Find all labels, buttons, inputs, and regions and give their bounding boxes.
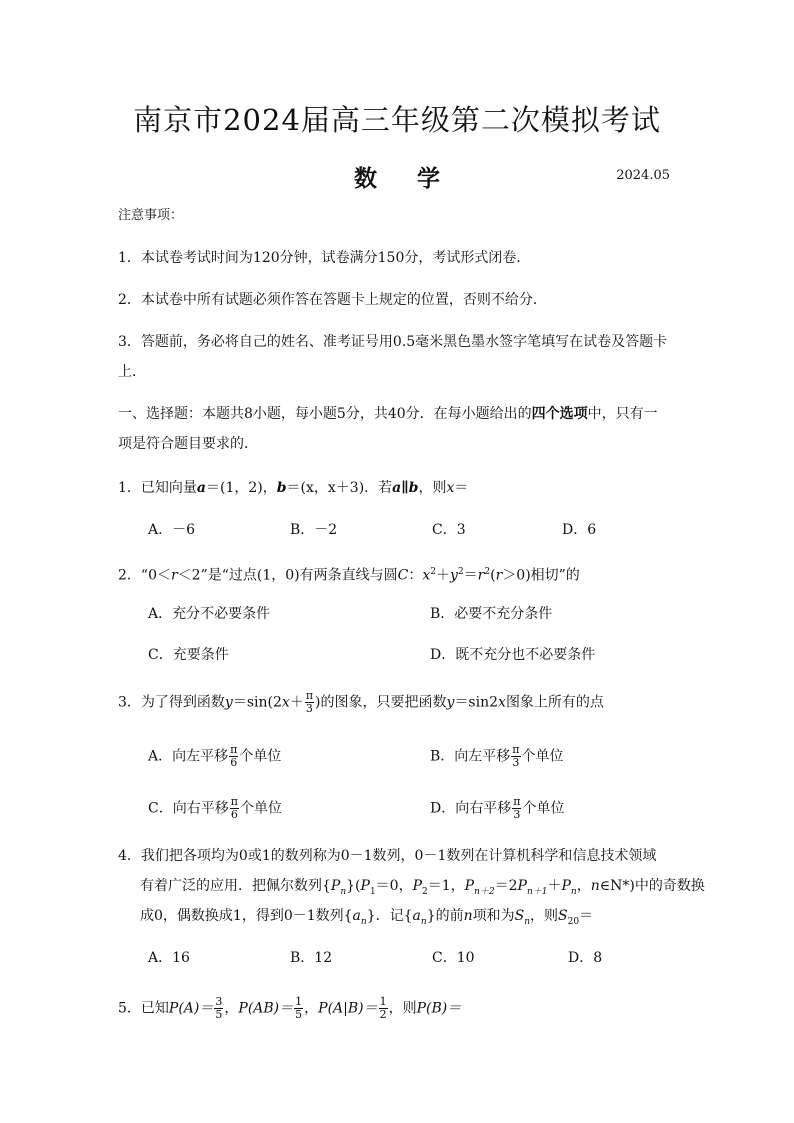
q2-option-c: C．充要条件 <box>148 647 229 663</box>
q3-option-d: D．向右平移 $\frac{\pi}{3}$ 个单位 <box>430 795 565 821</box>
q4-option-a: A．16 <box>148 950 190 966</box>
section-heading-part1: 一、选择题：本题共8小题，每小题5分，共40分．在每小题给出的 <box>118 406 532 422</box>
notice-heading: 注意事项： <box>118 208 184 223</box>
question-1: 1．已知向量a＝(1，2)，b＝(x，x＋3)．若a∥b，则x＝ <box>118 480 469 496</box>
question-5: 5．已知P(A)＝ $\frac{3}{5}$ ，P(AB)＝ $\frac{1}{5}$ ，P(A|B)＝ $\frac{1}{2}$ ，则P(B)＝ <box>118 995 462 1021</box>
subject-title: 数学 <box>354 165 480 192</box>
section-heading <box>118 404 658 424</box>
section-heading-cont: 项是符合题目要求的． <box>118 436 258 452</box>
q2-option-d: D．既不充分也不必要条件 <box>430 647 596 663</box>
q1-option-c: C．3 <box>432 522 466 538</box>
q3-option-b: B．向左平移 $\frac{\pi}{3}$ 个单位 <box>430 743 564 769</box>
notice-item-3-cont: 上． <box>118 364 146 380</box>
section-heading-emphasis: 四个选项 <box>531 406 588 422</box>
q3-option-a: A．向左平移 $\frac{\pi}{6}$ 个单位 <box>148 743 282 769</box>
question-4-line-3: 成0，偶数换成1，得到0－1数列$\{a_n\}$．记$\{a_n\}$的前n项和为$S_n$，则$S_{20}=$ <box>140 908 594 927</box>
q1-option-d: D．6 <box>562 522 597 538</box>
q3-option-c: C．向右平移 $\frac{\pi}{6}$ 个单位 <box>148 795 282 821</box>
question-4-line-2: 有着广泛的应用．把佩尔数列$\{P_n\}(P_1=0$，$P_2=1$，$P_{n+2}=2P_{n+1}+P_n$，n∈N*)中的奇数换 <box>140 878 705 897</box>
notice-item-3: 3．答题前，务必将自己的姓名、准考证号用0.5毫米黑色墨水签字笔填写在试卷及答题卡 <box>118 334 668 350</box>
exam-title: 南京市2024届高三年级第二次模拟考试 <box>133 103 661 137</box>
q4-option-b: B．12 <box>290 950 333 966</box>
question-4-line-1: 4．我们把各项均为0或1的数列称为0－1数列，0－1数列在计算机科学和信息技术领域 <box>118 848 657 864</box>
q2-option-a: A．充分不必要条件 <box>148 606 271 622</box>
question-2: 2．“0＜r＜2”是“过点(1，0)有两条直线与圆C：$x^2+y^2=r^2(r>0)$相切”的 <box>118 567 580 584</box>
q1-option-b: B．－2 <box>290 522 338 538</box>
q4-option-c: C．10 <box>432 950 475 966</box>
q1-option-a: A．－6 <box>148 522 196 538</box>
notice-item-2: 2．本试卷中所有试题必须作答在答题卡上规定的位置，否则不给分． <box>118 292 547 308</box>
question-3: 3．为了得到函数y＝sin(2x＋ $\frac{\pi}{3}$ )的图象，只要把函数y＝sin2x图象上所有的点 <box>118 689 604 715</box>
exam-date: 2024.05 <box>616 168 670 183</box>
q4-option-d: D．8 <box>568 950 603 966</box>
section-heading-part3: 中，只有一 <box>587 406 658 422</box>
pi-over-3-fraction: $\frac{\pi}{3}$ <box>305 689 314 715</box>
q2-option-b: B．必要不充分条件 <box>430 606 553 622</box>
notice-item-1: 1．本试卷考试时间为120分钟，试卷满分150分，考试形式闭卷． <box>118 250 531 266</box>
